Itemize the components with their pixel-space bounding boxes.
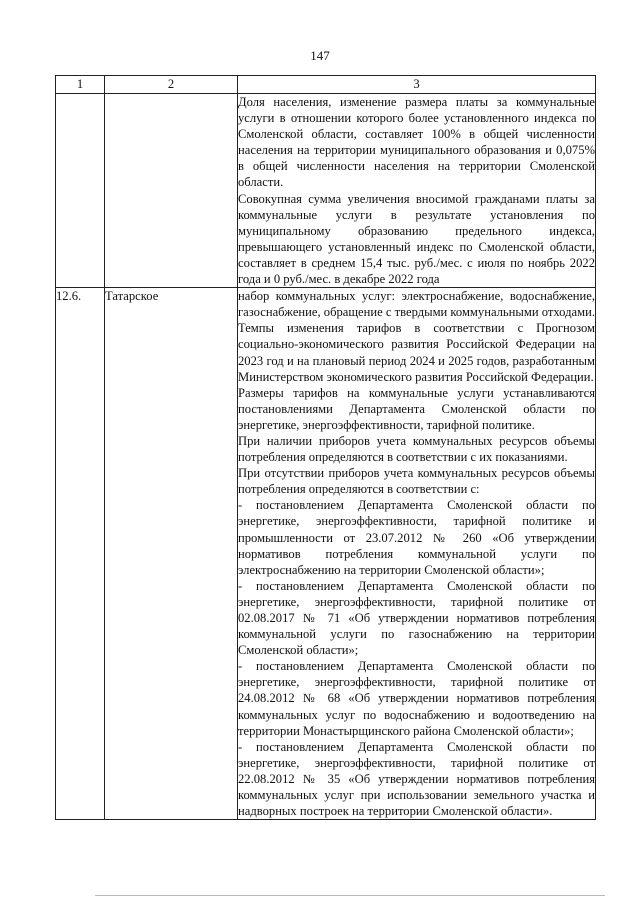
paragraph: Размеры тарифов на коммунальные услуги устанавливаются постановлениями Департамента Смоленской области по энергетике, энергоэффективности, тарифной политике. [238,385,595,432]
municipality-name [105,94,238,288]
column-header: 3 [238,76,596,94]
page-bottom-rule [95,895,605,896]
paragraph: - постановлением Департамента Смоленской области по энергетике, энергоэффективности, тарифной политике от 22.08.2012 № 35 «Об утверждении нормативов потребления коммунальных услуг при использовании земельного участка и надворных построек на территории Смоленской области». [238,739,595,819]
table-row [56,288,596,820]
row-number: 12.6. [56,288,105,820]
paragraph: Совокупная сумма увеличения вносимой гражданами платы за коммунальные услуги в результате установления по муниципальному образованию предельного индекса, превышающего установленный индекс по Смоленской области, составляет в среднем 15,4 тыс. руб./мес. с июля по ноябрь 2022 года и 0 руб./мес. в декабре 2022 года [238,191,595,287]
table-header-row [56,76,596,94]
column-header: 2 [105,76,238,94]
page-number: 147 [310,48,330,63]
paragraph: При отсутствии приборов учета коммунальных ресурсов объемы потребления определяются в соответствии с: [238,466,595,497]
municipality-name: Татарское [105,288,238,820]
paragraph: Доля населения, изменение размера платы за коммунальные услуги в отношении которого более установленного индекса по Смоленской области, составляет 100% в общей численности населения на территории муниципального образования и 0,075% в общей численности населения на территории Смоленской области. [238,95,595,190]
paragraph: набор коммунальных услуг: электроснабжение, водоснабжение, газоснабжение, обращение с твердыми коммунальными отходами. [238,289,595,320]
row-content [238,94,596,288]
paragraph: - постановлением Департамента Смоленской области по энергетике, энергоэффективности, тарифной политике от 02.08.2017 № 71 «Об утверждении нормативов потребления коммунальной услуги по газоснабжению на территории Смоленской области»; [238,578,595,658]
column-header: 1 [56,76,105,94]
paragraph: Темпы изменения тарифов в соответствии с Прогнозом социально-экономического развития Российской Федерации на 2023 год и на плановый период 2024 и 2025 годов, разработанным Министерством экономического развития Российской Федерации. [238,321,595,384]
paragraph: При наличии приборов учета коммунальных ресурсов объемы потребления определяются в соответствии с их показаниями. [238,433,595,465]
paragraph: - постановлением Департамента Смоленской области по энергетике, энергоэффективности, тарифной политике от 24.08.2012 № 68 «Об утверждении нормативов потребления коммунальных услуг по водоснабжению и водоотведению на территории Монастырщинского района Смоленской области»; [238,659,595,738]
paragraph: - постановлением Департамента Смоленской области по энергетике, энергоэффективности, тарифной политике и промышленности от 23.07.2012 № 260 «Об утверждении нормативов потребления коммунальной услуги по электроснабжению на территории Смоленской области»; [238,498,595,577]
row-content [238,288,596,820]
document-table [55,75,596,820]
table-row [56,94,596,288]
row-number [56,94,105,288]
